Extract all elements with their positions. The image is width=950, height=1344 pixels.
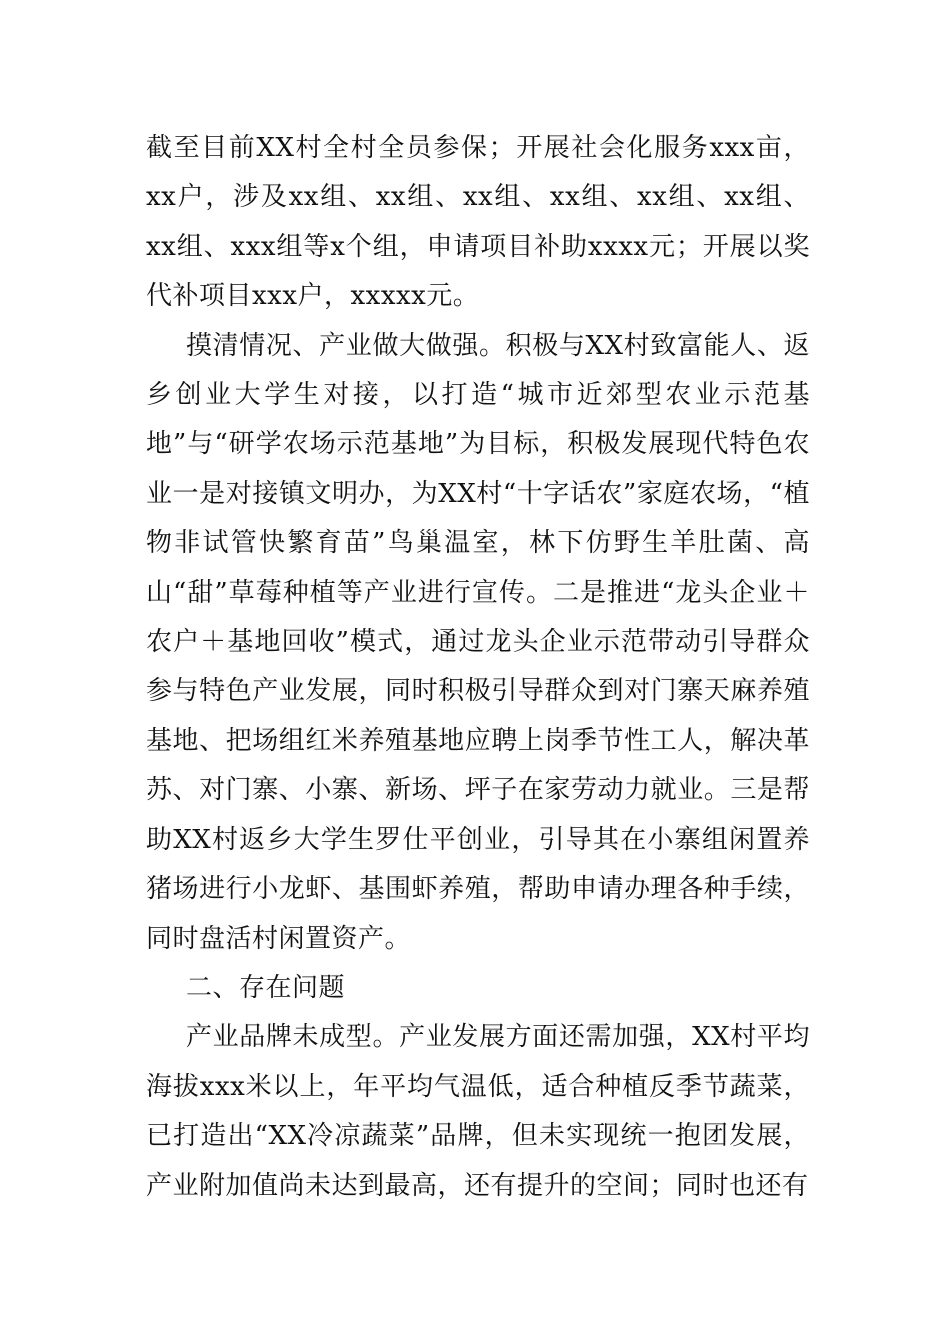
paragraph-insurance-services: 截至目前XX村全村全员参保；开展社会化服务xxx亩，xx户，涉及xx组、xx组、xx组、xx组、xx组、xx组、xx组、xxx组等x个组，申请项目补助xxxx元；开展以奖代补项目xxx户，xxxxx元。	[146, 133, 810, 312]
document-body	[146, 124, 810, 1211]
section-heading-problems: 二、存在问题	[186, 972, 346, 1003]
paragraph-brand-issue: 产业品牌未成型。产业发展方面还需加强，XX村平均海拔xxx米以上，年平均气温低，适合种植反季节蔬菜，已打造出“XX冷凉蔬菜”品牌，但未实现统一抱团发展，产业附加值尚未达到最高，还有提升的空间；同时也还有	[146, 1022, 810, 1201]
paragraph-industry-development: 摸清情况、产业做大做强。积极与XX村致富能人、返乡创业大学生对接，以打造“城市近郊型农业示范基地”与“研学农场示范基地”为目标，积极发展现代特色农业一是对接镇文明办，为XX村“十字话农”家庭农场，“植物非试管快繁育苗”鸟巢温室，林下仿野生羊肚菌、高山“甜”草莓种植等产业进行宣传。二是推进“龙头企业＋农户＋基地回收”模式，通过龙头企业示范带动引导群众参与特色产业发展，同时积极引导群众到对门寨天麻养殖基地、把场组红米养殖基地应聘上岗季节性工人，解决革苏、对门寨、小寨、新场、坪子在家劳动力就业。三是帮助XX村返乡大学生罗仕平创业，引导其在小寨组闲置养猪场进行小龙虾、基围虾养殖，帮助申请办理各种手续，同时盘活村闲置资产。	[146, 330, 810, 954]
